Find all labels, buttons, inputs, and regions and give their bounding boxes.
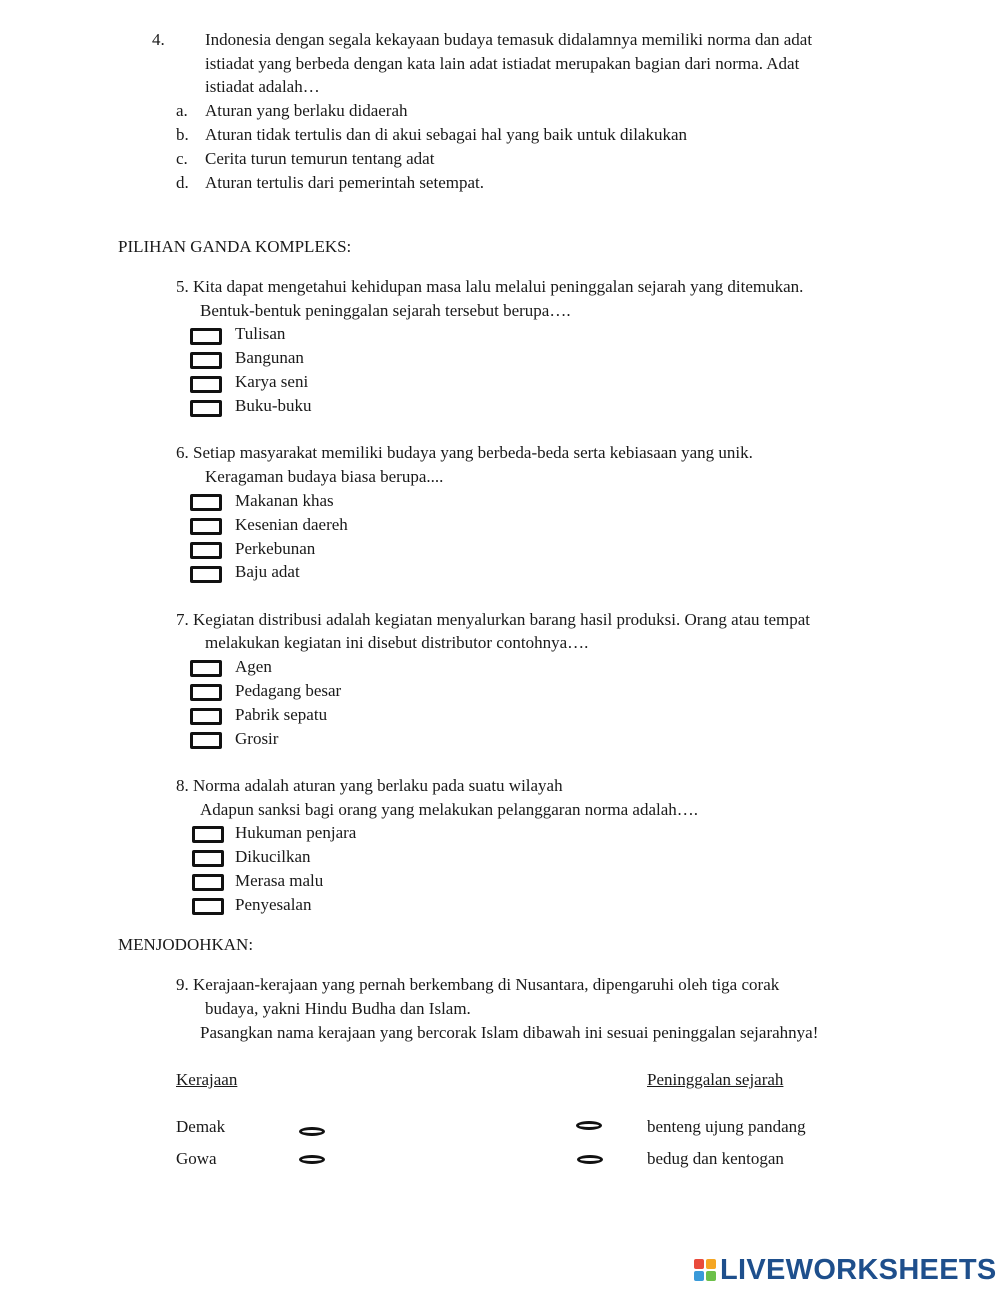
q4-option-d[interactable]: Aturan tertulis dari pemerintah setempat. — [205, 173, 484, 192]
q5-line-1: 5. Kita dapat mengetahui kehidupan masa lalu melalui peninggalan sejarah yang ditemukan. — [176, 277, 804, 296]
q6-checkbox-1[interactable] — [190, 494, 222, 511]
q4-option-a[interactable]: Aturan yang berlaku didaerah — [205, 101, 408, 120]
q9-right-connector-2[interactable] — [577, 1155, 603, 1164]
q8-checkbox-2[interactable] — [192, 850, 224, 867]
liveworksheets-logo-mark — [694, 1259, 716, 1281]
q8-option-2: Dikucilkan — [235, 847, 311, 866]
q5-option-4: Buku-buku — [235, 396, 312, 415]
q9-line-1: 9. Kerajaan-kerajaan yang pernah berkembang di Nusantara, dipengaruhi oleh tiga corak — [176, 975, 780, 994]
q8-checkbox-3[interactable] — [192, 874, 224, 891]
q9-right-item-2: bedug dan kentogan — [647, 1149, 784, 1168]
q9-left-connector-2[interactable] — [299, 1155, 325, 1164]
q6-line-1: 6. Setiap masyarakat memiliki budaya yang berbeda-beda serta kebiasaan yang unik. — [176, 443, 753, 462]
q4-option-d-letter: d. — [176, 173, 189, 192]
q9-line-3: Pasangkan nama kerajaan yang bercorak Islam dibawah ini sesuai peninggalan sejarahnya! — [200, 1023, 819, 1042]
q9-left-header: Kerajaan — [176, 1070, 238, 1089]
q4-number: 4. — [152, 30, 165, 49]
q4-option-b-letter: b. — [176, 125, 189, 144]
q6-option-1: Makanan khas — [235, 491, 334, 510]
q8-checkbox-1[interactable] — [192, 826, 224, 843]
q9-right-header: Peninggalan sejarah — [647, 1070, 784, 1089]
q4-option-c[interactable]: Cerita turun temurun tentang adat — [205, 149, 435, 168]
q8-line-2: Adapun sanksi bagi orang yang melakukan pelanggaran norma adalah…. — [200, 800, 699, 819]
q4-option-b[interactable]: Aturan tidak tertulis dan di akui sebagai hal yang baik untuk dilakukan — [205, 125, 688, 144]
logo-mark-tile — [706, 1259, 716, 1269]
q9-right-connector-1[interactable] — [576, 1121, 602, 1130]
logo-mark-tile — [694, 1259, 704, 1269]
q7-checkbox-2[interactable] — [190, 684, 222, 701]
liveworksheets-logo — [694, 1254, 997, 1286]
q8-option-1: Hukuman penjara — [235, 823, 357, 842]
q7-line-1: 7. Kegiatan distribusi adalah kegiatan menyalurkan barang hasil produksi. Orang atau tempat — [176, 610, 810, 629]
q9-left-connector-1[interactable] — [299, 1127, 325, 1136]
q8-line-1: 8. Norma adalah aturan yang berlaku pada suatu wilayah — [176, 776, 563, 795]
q4-option-c-letter: c. — [176, 149, 188, 168]
section-heading-pgk: PILIHAN GANDA KOMPLEKS: — [118, 237, 352, 256]
q6-option-4: Baju adat — [235, 562, 300, 581]
q5-checkbox-2[interactable] — [190, 352, 222, 369]
q8-option-3: Merasa malu — [235, 871, 324, 890]
q9-line-2: budaya, yakni Hindu Budha dan Islam. — [205, 999, 471, 1018]
q7-option-1: Agen — [235, 657, 272, 676]
q6-line-2: Keragaman budaya biasa berupa.... — [205, 467, 444, 486]
q4-option-a-letter: a. — [176, 101, 188, 120]
q4-line-3: istiadat adalah… — [205, 77, 320, 96]
q5-option-1: Tulisan — [235, 324, 286, 343]
q5-checkbox-3[interactable] — [190, 376, 222, 393]
q8-checkbox-4[interactable] — [192, 898, 224, 915]
q7-checkbox-4[interactable] — [190, 732, 222, 749]
q5-line-2: Bentuk-bentuk peninggalan sejarah tersebut berupa…. — [200, 301, 571, 320]
q9-left-item-2: Gowa — [176, 1149, 217, 1168]
logo-mark-tile — [706, 1271, 716, 1281]
q7-checkbox-1[interactable] — [190, 660, 222, 677]
q9-right-item-1: benteng ujung pandang — [647, 1117, 806, 1136]
q6-checkbox-3[interactable] — [190, 542, 222, 559]
q4-line-2: istiadat yang berbeda dengan kata lain adat istiadat merupakan bagian dari norma. Adat — [205, 54, 800, 73]
section-heading-match: MENJODOHKAN: — [118, 935, 254, 954]
q9-left-item-1: Demak — [176, 1117, 226, 1136]
logo-mark-tile — [694, 1271, 704, 1281]
liveworksheets-logo-text: LIVEWORKSHEETS — [720, 1253, 997, 1286]
q5-option-3: Karya seni — [235, 372, 309, 391]
q7-option-2: Pedagang besar — [235, 681, 342, 700]
q7-line-2: melakukan kegiatan ini disebut distributor contohnya…. — [205, 633, 589, 652]
q4-line-1: Indonesia dengan segala kekayaan budaya temasuk didalamnya memiliki norma dan adat — [205, 30, 813, 49]
q6-option-3: Perkebunan — [235, 539, 316, 558]
q7-option-4: Grosir — [235, 729, 279, 748]
q5-option-2: Bangunan — [235, 348, 304, 367]
q6-checkbox-2[interactable] — [190, 518, 222, 535]
q7-option-3: Pabrik sepatu — [235, 705, 328, 724]
q8-option-4: Penyesalan — [235, 895, 312, 914]
q5-checkbox-1[interactable] — [190, 328, 222, 345]
q6-checkbox-4[interactable] — [190, 566, 222, 583]
q7-checkbox-3[interactable] — [190, 708, 222, 725]
q5-checkbox-4[interactable] — [190, 400, 222, 417]
q6-option-2: Kesenian daereh — [235, 515, 348, 534]
